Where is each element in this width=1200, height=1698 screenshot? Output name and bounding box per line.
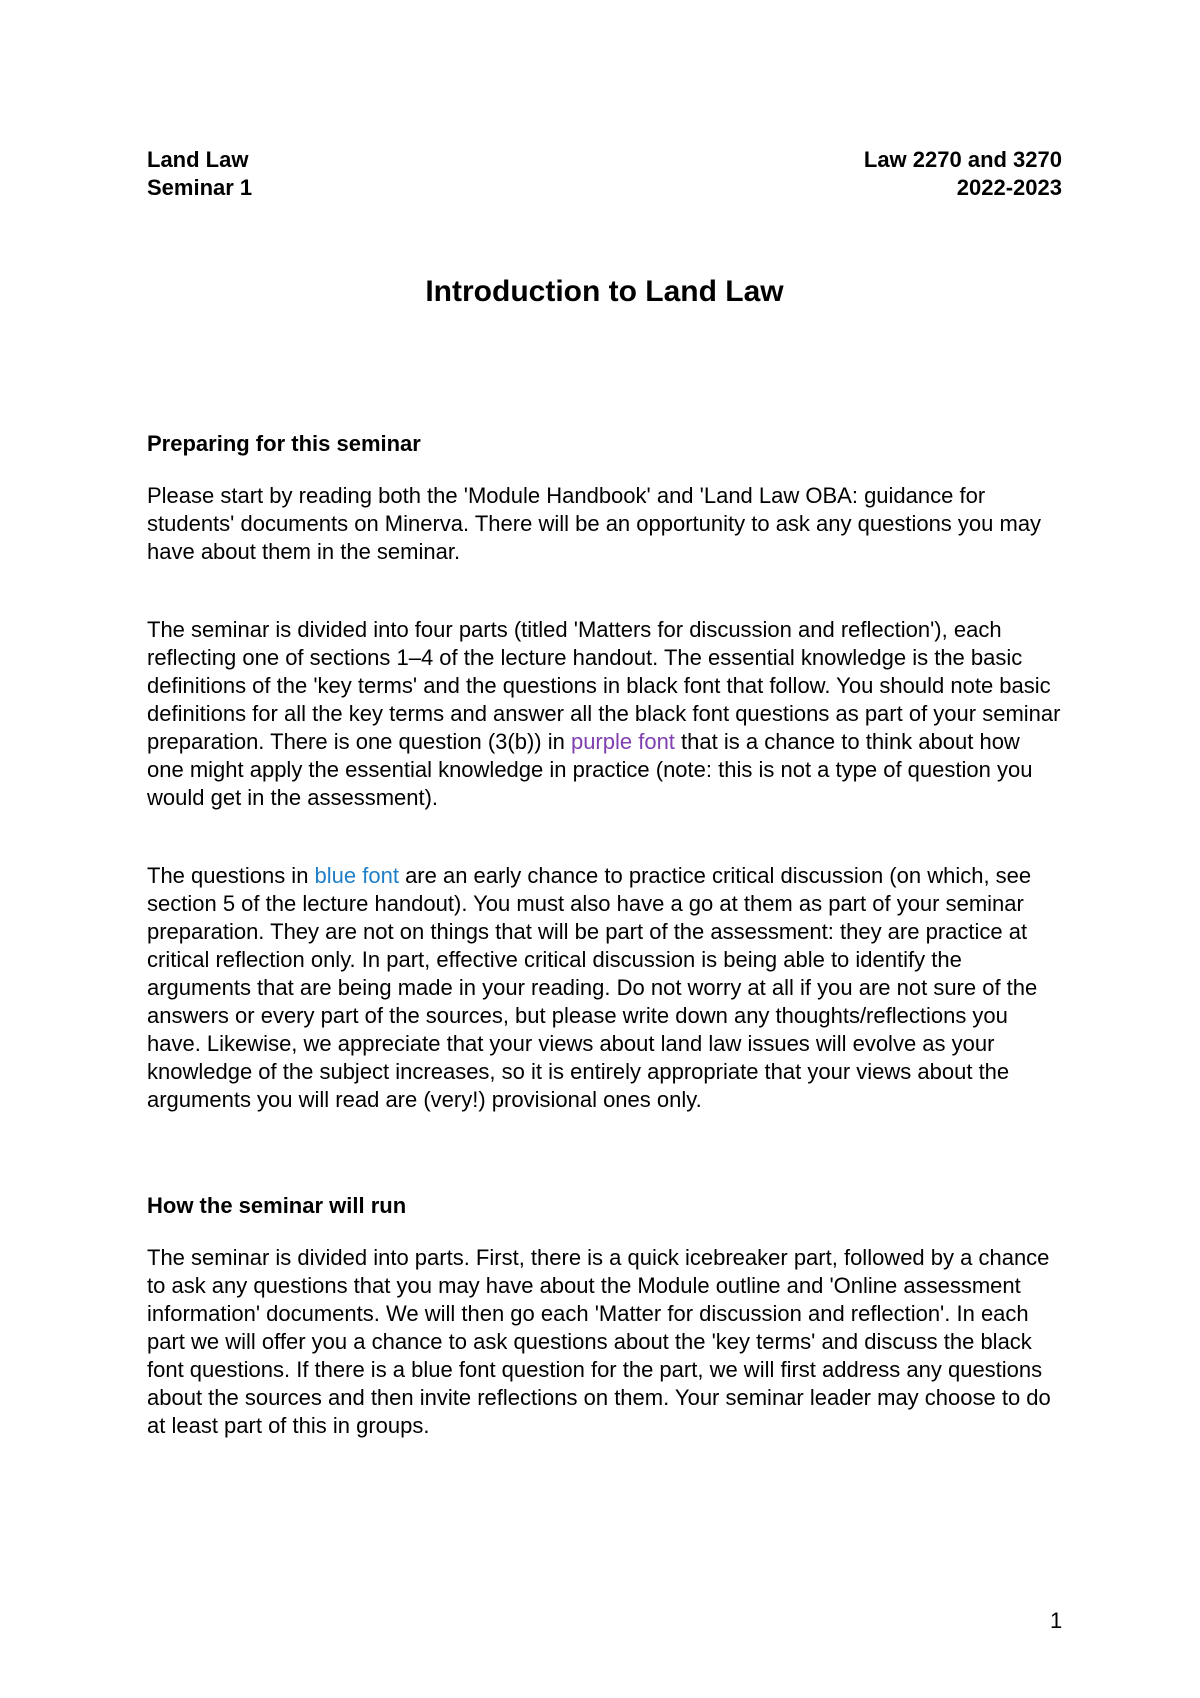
paragraph-text: that is a chance to think about how one might apply the essential knowledge in practice (note: this is not a type of question you would get in the assessment). — [147, 729, 1033, 810]
document-page — [147, 146, 1062, 1440]
blue-font-text: blue font — [314, 863, 399, 888]
academic-year: 2022-2023 — [956, 175, 1062, 200]
page-title: Introduction to Land Law — [425, 275, 784, 308]
section-heading-preparing: Preparing for this seminar — [147, 431, 421, 456]
header-row-1 — [147, 146, 1062, 174]
purple-font-text: purple font — [570, 729, 675, 754]
paragraph-how-seminar-runs: The seminar is divided into parts. First, there is a quick icebreaker part, followed by a chance to ask any questions that you may have about the Module outline and 'Online assessment information' documents. We will then go each 'Matter for discussion and reflection'. In each part we will offer you a chance to ask questions about the 'key terms' and discuss the black font questions. If there is a blue font question for the part, we will first address any questions about the sources and then invite reflections on them. Your seminar leader may choose to do at least part of this in groups. — [147, 1245, 1051, 1438]
paragraph-preparing-1: Please start by reading both the 'Module Handbook' and 'Land Law OBA: guidance for students' documents on Minerva. There will be an opportunity to ask any questions you may have about them in the seminar. — [147, 483, 1042, 564]
course-codes: Law 2270 and 3270 — [863, 147, 1062, 172]
page-number: 1 — [1050, 1608, 1063, 1633]
paragraph-preparing-2 — [147, 616, 1062, 812]
paragraph-text: The seminar is divided into four parts (titled 'Matters for discussion and reflection'), each reflecting one of sections 1–4 of the lecture handout. The essential knowledge is the basic definitions of the 'key terms' and the questions in black font that follow. You should note basic definitions for all the key terms and answer all the black font questions as part of your seminar preparation. There is one question (3(b)) in — [147, 617, 1061, 754]
course-name: Land Law — [147, 147, 249, 172]
seminar-number: Seminar 1 — [147, 175, 253, 200]
header-row-2 — [147, 174, 1062, 202]
paragraph-preparing-3 — [147, 862, 1062, 1114]
paragraph-text: are an early chance to practice critical discussion (on which, see section 5 of the lecture handout). You must also have a go at them as part of your seminar preparation. They are not on things that will be part of the assessment: they are practice at critical reflection only. In part, effective critical discussion is being able to identify the arguments that are being made in your reading. Do not worry at all if you are not sure of the answers or every part of the sources, but please write down any thoughts/reflections you have. Likewise, we appreciate that your views about land law issues will evolve as your knowledge of the subject increases, so it is entirely appropriate that your views about the arguments you will read are (very!) provisional ones only. — [147, 863, 1038, 1112]
paragraph-text: The questions in — [147, 863, 315, 888]
section-heading-how-seminar-runs: How the seminar will run — [147, 1193, 407, 1218]
